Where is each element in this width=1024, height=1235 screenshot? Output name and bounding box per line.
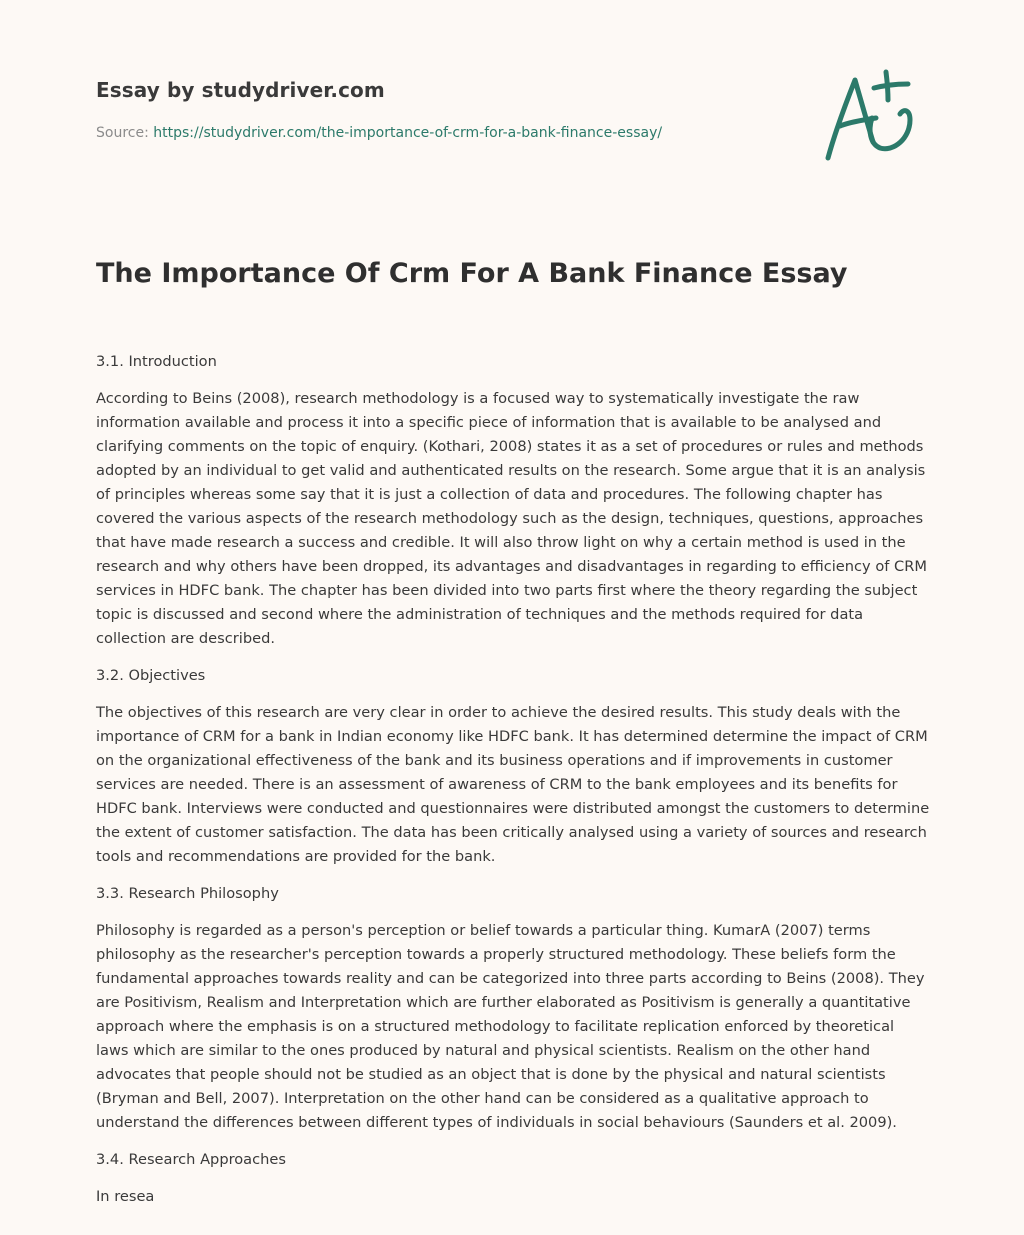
essay-title: The Importance Of Crm For A Bank Finance Essay [96, 258, 848, 289]
site-header [96, 72, 796, 141]
section-heading-introduction: 3.1. Introduction [96, 353, 217, 370]
section-heading-objectives: 3.2. Objectives [96, 667, 206, 684]
brand-name: Essay by studydriver.com [96, 78, 385, 102]
section-heading-research-approaches: 3.4. Research Approaches [96, 1151, 286, 1168]
essay-body [96, 350, 930, 1222]
section-heading-research-philosophy: 3.3. Research Philosophy [96, 885, 279, 902]
section-paragraph-objectives: The objectives of this research are very clear in order to achieve the desired results. This study deals with the importance of CRM for a bank in Indian economy like HDFC bank. It has determined determine the impact of CRM on the organizational effectiveness of the bank and its business operations and if improvements in customer services are needed. There is an assessment of awareness of CRM to the bank employees and its benefits for HDFC bank. Interviews were conducted and questionnaires were distributed amongst the customers to determine the extent of customer satisfaction. The data has been critically analysed using a variety of sources and research tools and recommendations are provided for the bank. [96, 704, 930, 865]
section-paragraph-introduction: According to Beins (2008), research methodology is a focused way to systematically investigate the raw information available and process it into a specific piece of information that is available to be analysed and clarifying comments on the topic of enquiry. (Kothari, 2008) states it as a set of procedures or rules and methods adopted by an individual to get valid and authenticated results on the research. Some argue that it is an analysis of principles whereas some say that it is just a collection of data and procedures. The following chapter has covered the various aspects of the research methodology such as the design, techniques, questions, approaches that have made research a success and credible. It will also throw light on why a certain method is used in the research and why others have been dropped, its advantages and disadvantages in regarding to efficiency of CRM services in HDFC bank. The chapter has been divided into two parts first where the theory regarding the subject topic is discussed and second where the administration of techniques and the methods required for data collection are described. [96, 390, 927, 647]
section-paragraph-research-philosophy: Philosophy is regarded as a person's perception or belief towards a particular thing. KumarA (2007) terms philosophy as the researcher's perception towards a properly structured methodology. These beliefs form the fundamental approaches towards reality and can be categorized into three parts according to Beins (2008). They are Positivism, Realism and Interpretation which are further elaborated as Positivism is generally a quantitative approach where the emphasis is on a structured methodology to facilitate replication enforced by theoretical laws which are similar to the ones produced by natural and physical scientists. Realism on the other hand advocates that people should not be studied as an object that is done by the physical and natural scientists (Bryman and Bell, 2007). Interpretation on the other hand can be considered as a qualitative approach to understand the differences between different types of individuals in social behaviours (Saunders et al. 2009). [96, 922, 925, 1131]
a-plus-logo-icon [818, 66, 928, 166]
section-paragraph-research-approaches: In resea [96, 1188, 155, 1205]
source-label: Source: [96, 125, 154, 141]
source-line [96, 123, 662, 143]
source-link[interactable]: https://studydriver.com/the-importance-of-crm-for-a-bank-finance-essay/ [153, 125, 663, 141]
